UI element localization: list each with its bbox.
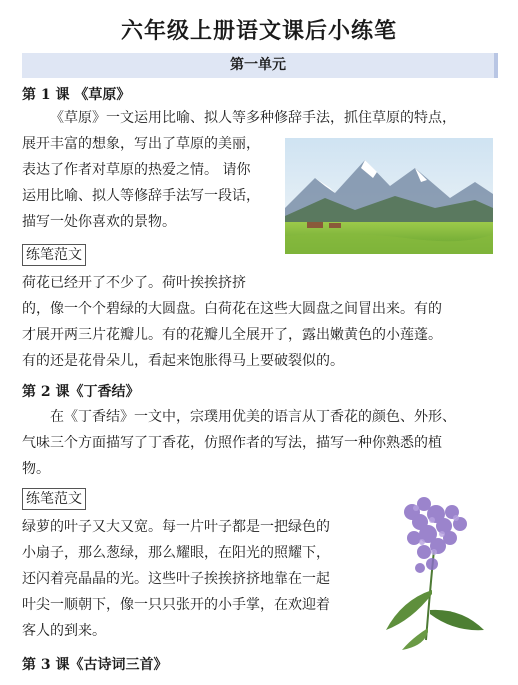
lesson-1-sample-line-3: 才展开两三片花瓣儿。有的花瓣儿全展开了，露出嫩黄色的小莲蓬。 xyxy=(22,327,442,343)
lesson-1-heading: 第 1 课 《草原》 xyxy=(22,87,131,103)
lesson-1-sample-line-2: 的，像一个个碧绿的大圆盘。白荷花在这些大圆盘之间冒出来。有的 xyxy=(22,301,442,317)
lesson-2-sample-line-3: 还闪着亮晶晶的光。这些叶子挨挨挤挤地靠在一起 xyxy=(22,571,330,587)
page-title: 六年级上册语文课后小练笔 xyxy=(120,18,397,44)
grassland-illustration xyxy=(285,138,493,254)
lesson-2-sample-tag: 练笔范文 xyxy=(22,488,86,510)
lesson-1-prompt-line-1: 《草原》一文运用比喻、拟人等多种修辞手法，抓住草原的特点， xyxy=(50,110,456,126)
unit-title: 第一单元 xyxy=(22,53,498,78)
lesson-2-prompt-line-2: 气味三个方面描写了丁香花，仿照作者的写法，描写一种你熟悉的植 xyxy=(22,435,442,451)
lesson-3-heading: 第 3 课《古诗词三首》 xyxy=(22,657,168,673)
lesson-1-sample-tag: 练笔范文 xyxy=(22,244,86,266)
lilac-illustration xyxy=(372,490,500,650)
lesson-1-prompt-line-3: 表达了作者对草原的热爱之情。 请你 xyxy=(22,162,251,178)
lesson-2-sample-line-4: 叶尖一顺朝下，像一只只张开的小手掌，在欢迎着 xyxy=(22,597,330,613)
lesson-1-prompt-line-4: 运用比喻、拟人等修辞手法写一段话， xyxy=(22,188,260,204)
lesson-2-heading: 第 2 课《丁香结》 xyxy=(22,384,140,400)
lesson-1-sample-line-1: 荷花已经开了不少了。荷叶挨挨挤挤 xyxy=(22,275,246,291)
lesson-2-prompt-line-1: 在《丁香结》一文中，宗璞用优美的语言从丁香花的颜色、外形、 xyxy=(50,409,456,425)
lesson-1-prompt-line-5: 描写一处你喜欢的景物。 xyxy=(22,214,176,230)
lesson-2-sample-line-2: 小扇子，那么葱绿，那么耀眼，在阳光的照耀下， xyxy=(22,545,330,561)
lesson-2-sample-line-1: 绿萝的叶子又大又宽。每一片叶子都是一把绿色的 xyxy=(22,519,330,535)
lesson-1-prompt-line-2: 展开丰富的想象，写出了草原的美丽， xyxy=(22,136,260,152)
lesson-2-sample-line-5: 客人的到来。 xyxy=(22,623,106,639)
lesson-2-prompt-line-3: 物。 xyxy=(22,461,50,477)
lesson-1-sample-line-4: 有的还是花骨朵儿，看起来饱胀得马上要破裂似的。 xyxy=(22,353,344,369)
